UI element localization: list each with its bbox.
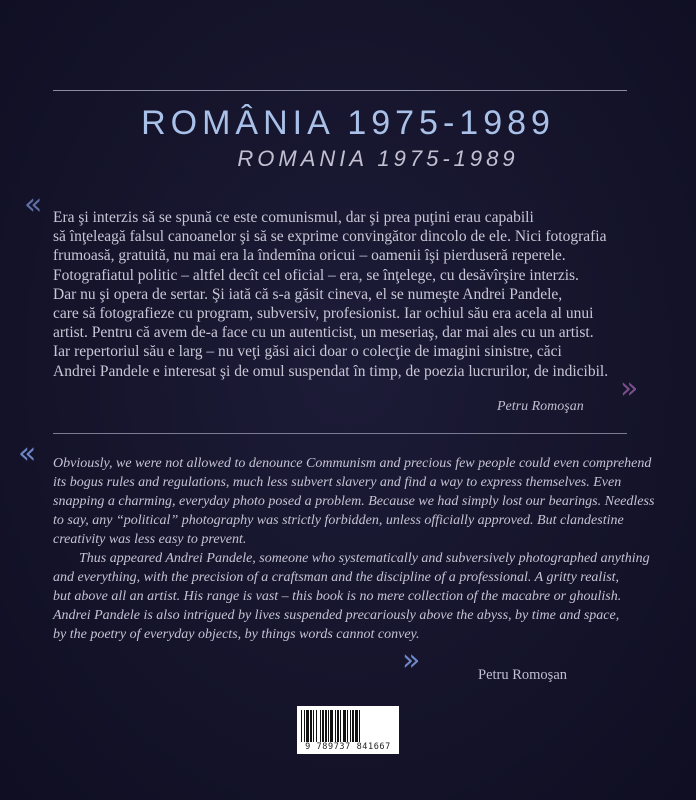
barcode-bar xyxy=(304,710,305,742)
barcode-bars-icon xyxy=(301,710,395,742)
text-line: by the poetry of everyday objects, by things words cannot convey. xyxy=(53,627,420,642)
text-line: Fotografiatul politic – altfel decît cel oficial – era, se înţelege, cu desăvîrşire interzis. xyxy=(53,266,579,284)
book-subtitle: ROMANIA 1975-1989 xyxy=(237,146,519,171)
text-line: Dar nu şi opera de sertar. Şi iată că s-a găsit cineva, el se numeşte Andrei Pandele, xyxy=(53,285,563,303)
text-line: creativity was less easy to prevent. xyxy=(53,532,247,547)
barcode-bar xyxy=(343,710,346,742)
barcode-bar xyxy=(350,710,351,742)
english-signature: Petru Romoşan xyxy=(478,667,568,683)
barcode-bar xyxy=(347,710,348,742)
romanian-signature: Petru Romoşan xyxy=(497,399,584,414)
barcode-bar xyxy=(340,710,341,742)
barcode-bar xyxy=(328,710,329,742)
text-line: and everything, with the precision of a craftsman and the discipline of a professional. A gritty realist, xyxy=(53,570,620,585)
barcode-bar xyxy=(337,710,339,742)
text-line: Thus appeared Andrei Pandele, someone who systematically and subversively photographed anything xyxy=(79,551,650,566)
barcode-bar xyxy=(359,710,360,742)
barcode-bar xyxy=(355,710,358,742)
barcode-bar xyxy=(330,710,333,742)
isbn-barcode xyxy=(297,706,399,754)
barcode-bar xyxy=(316,710,317,742)
text-line: but above all an artist. His range is vast – this book is no mere collection of the macabre or ghoulish. xyxy=(53,589,622,604)
text-line: to say, any “political” photography was strictly forbidden, unless officially approved. But clandestine xyxy=(53,513,624,528)
barcode-bar xyxy=(322,710,324,742)
isbn-digits: 9 789737 841667 xyxy=(305,742,391,752)
barcode-bar xyxy=(325,710,327,742)
top-divider xyxy=(53,90,627,91)
text-line: Andrei Pandele is also intrigued by lives suspended precariously above the abyss, by time and space, xyxy=(53,608,620,623)
romanian-text xyxy=(53,208,633,381)
text-line: frumoasă, gratuită, nu mai era la îndemîna oricui – oamenii îşi pierduseră reperele. xyxy=(53,247,566,265)
barcode-bar xyxy=(352,710,354,742)
english-text xyxy=(53,454,655,644)
text-line: Iar repertoriul său e larg – nu veţi găsi aici doar o colecţie de imagini sinistre, căci xyxy=(53,343,562,361)
text-line: să înţeleagă falsul canoanelor şi să se exprime convingător dincolo de ele. Nici fotografia xyxy=(53,228,607,246)
barcode-bar xyxy=(320,710,321,742)
barcode-bar xyxy=(306,710,309,742)
barcode-bar xyxy=(301,710,302,742)
barcode-bar xyxy=(313,710,314,742)
open-quote-icon: « xyxy=(18,436,37,471)
barcode-bar xyxy=(310,710,312,742)
text-line: Andrei Pandele e interesat şi de omul suspendat în timp, de poezia lucrurilor, de indicibil. xyxy=(53,362,609,380)
text-line: care să fotografieze cu program, subversiv, profesionist. Iar ochiul său era acela al unui xyxy=(53,305,594,323)
text-line: snapping a charming, everyday photo posed a problem. Because we had simply lost our bearings. Needless xyxy=(53,494,655,509)
book-title: ROMÂNIA 1975-1989 xyxy=(141,104,555,142)
middle-divider xyxy=(53,433,627,434)
text-line: Obviously, we were not allowed to denounce Communism and precious few people could even comprehend xyxy=(53,456,652,471)
text-line: artist. Pentru că avem de-a face cu un autenticist, un meseriaş, dar mai ales cu un artist. xyxy=(53,324,594,342)
text-line: its bogus rules and regulations, much less subvert slavery and find a way to express themselves. Even xyxy=(53,475,622,490)
open-quote-icon: « xyxy=(24,187,43,222)
barcode-bar xyxy=(335,710,336,742)
close-quote-icon: » xyxy=(402,643,421,678)
text-line: Era şi interzis să se spună ce este comunismul, dar şi prea puţini erau capabili xyxy=(53,209,534,226)
close-quote-icon: » xyxy=(620,371,639,406)
